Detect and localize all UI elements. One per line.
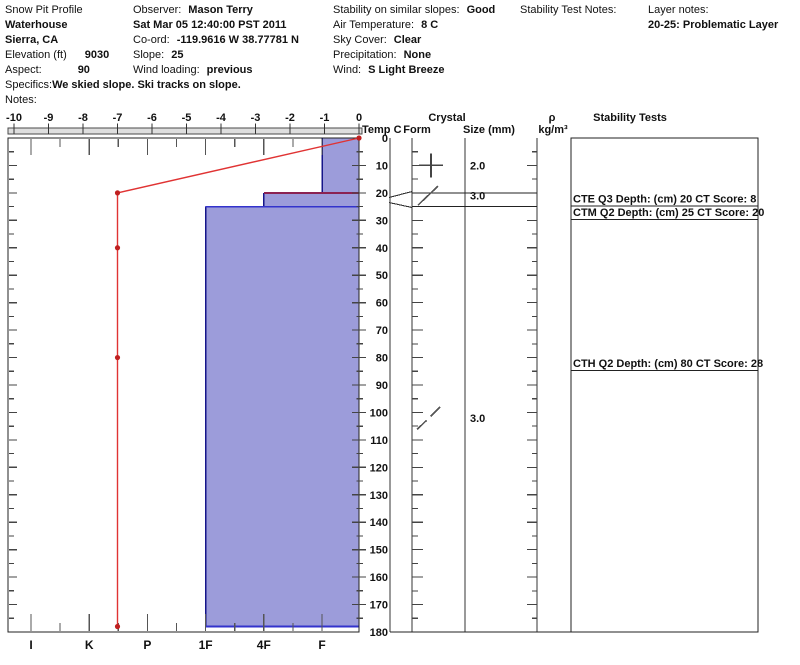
density-unit-header: kg/m³ — [538, 124, 568, 136]
depth-axis-label: 20 — [375, 187, 388, 200]
temperature-point — [115, 245, 120, 250]
precipitation-row: Precipitation: None — [333, 49, 432, 61]
crystal-broken-slash-icon — [431, 407, 441, 417]
depth-axis-label: 100 — [369, 407, 388, 420]
temp-axis-tick-label: -3 — [250, 112, 261, 124]
depth-axis-label: 170 — [369, 599, 388, 612]
depth-axis-label: 110 — [370, 434, 388, 447]
wind-row: Wind: S Light Breeze — [333, 64, 445, 76]
depth-axis-label: 60 — [375, 297, 388, 310]
wind-loading-row: Wind loading: previous — [133, 64, 253, 76]
layer-connector-lower — [389, 203, 412, 208]
depth-axis-label: 40 — [375, 242, 388, 255]
aspect-row: Aspect: 90 — [5, 64, 90, 76]
stability-row: Stability on similar slopes: Good — [333, 4, 496, 16]
depth-axis-label: 140 — [369, 517, 388, 530]
site-location: Sierra, CA — [5, 34, 59, 46]
temp-axis-tick-label: -8 — [78, 112, 88, 124]
crystal-size-label: 2.0 — [470, 160, 486, 173]
temp-axis-tick-label: -6 — [147, 112, 157, 124]
hardness-axis-label: K — [84, 638, 94, 652]
depth-axis-label: 120 — [369, 462, 388, 475]
density-column-header: ρ — [548, 112, 556, 124]
size-column-header: Size (mm) — [463, 124, 515, 136]
hardness-axis-label: 1F — [198, 638, 213, 652]
form-column-header: Form — [403, 124, 431, 136]
depth-axis-label: 160 — [369, 572, 388, 585]
temp-axis-tick-label: -10 — [6, 112, 22, 124]
specifics-row: Specifics:We skied slope. Ski tracks on slope. — [5, 79, 241, 91]
hardness-axis-label: I — [29, 638, 33, 652]
stability-tests-header: Stability Tests — [593, 112, 667, 124]
temperature-point — [115, 190, 120, 195]
datetime-row: Sat Mar 05 12:40:00 PST 2011 — [133, 19, 287, 31]
depth-axis-label: 50 — [375, 270, 388, 283]
stability-test-label: CTE Q3 Depth: (cm) 20 CT Score: 8 — [573, 193, 757, 206]
depth-axis-label: 80 — [375, 352, 388, 365]
temperature-point — [115, 624, 120, 629]
air-temp-row: Air Temperature: 8 C — [333, 19, 439, 31]
depth-axis-label: 70 — [375, 325, 388, 338]
temp-axis-tick-label: -7 — [112, 112, 123, 124]
temperature-point — [115, 355, 120, 360]
notes-row: Notes: — [5, 94, 37, 106]
temp-axis-tick-label: -9 — [43, 112, 54, 124]
crystal-column-header: Crystal — [428, 112, 466, 124]
depth-axis-label: 30 — [375, 215, 388, 228]
temp-axis-tick-label: -2 — [285, 112, 295, 124]
hardness-axis-label: P — [143, 638, 152, 652]
layer-connector-upper — [389, 192, 412, 198]
hardness-axis-label: 4F — [256, 638, 271, 652]
depth-axis-label: 0 — [381, 133, 388, 145]
site-name: Waterhouse — [5, 19, 68, 31]
depth-axis-label: 90 — [375, 380, 388, 392]
depth-axis-label: 180 — [369, 627, 388, 639]
stability-test-notes-row: Stability Test Notes: — [520, 4, 617, 16]
temp-axis-title: Temp C — [362, 124, 402, 136]
depth-axis-label: 130 — [369, 489, 388, 502]
depth-axis-label: 150 — [369, 544, 388, 557]
crystal-size-label: 3.0 — [470, 412, 486, 425]
temp-axis-tick-label: -5 — [181, 112, 192, 124]
observer-row: Observer: Mason Terry — [133, 4, 253, 16]
temp-axis-tick-label: -4 — [216, 112, 226, 124]
depth-axis-label: 10 — [375, 160, 388, 173]
sky-cover-row: Sky Cover: Clear — [333, 34, 422, 46]
crystal-slash-icon — [418, 186, 438, 205]
stability-test-label: CTH Q2 Depth: (cm) 80 CT Score: 28 — [573, 358, 764, 371]
temperature-point — [356, 135, 361, 140]
elevation-row: Elevation (ft) 9030 — [5, 49, 110, 61]
coord-row: Co-ord: -119.9616 W 38.77781 N — [133, 34, 299, 46]
hardness-bar-layer-2 — [206, 207, 359, 627]
temp-axis-tick-label: 0 — [355, 112, 363, 124]
layer-notes-label-row: Layer notes: — [648, 4, 709, 16]
hardness-bar-layer-1 — [264, 193, 359, 207]
slope-row: Slope: 25 — [133, 49, 184, 61]
temp-axis-tick-label: -1 — [319, 112, 330, 124]
crystal-broken-slash-icon — [417, 420, 427, 429]
hardness-axis-label: F — [318, 638, 326, 652]
temp-axis-ruler — [8, 128, 362, 134]
layer-notes-value-row: 20-25: Problematic Layer — [648, 19, 779, 31]
stability-test-label: CTM Q2 Depth: (cm) 25 CT Score: 20 — [573, 207, 765, 220]
crystal-size-label: 3.0 — [470, 190, 486, 203]
page-title: Snow Pit Profile — [5, 4, 83, 16]
